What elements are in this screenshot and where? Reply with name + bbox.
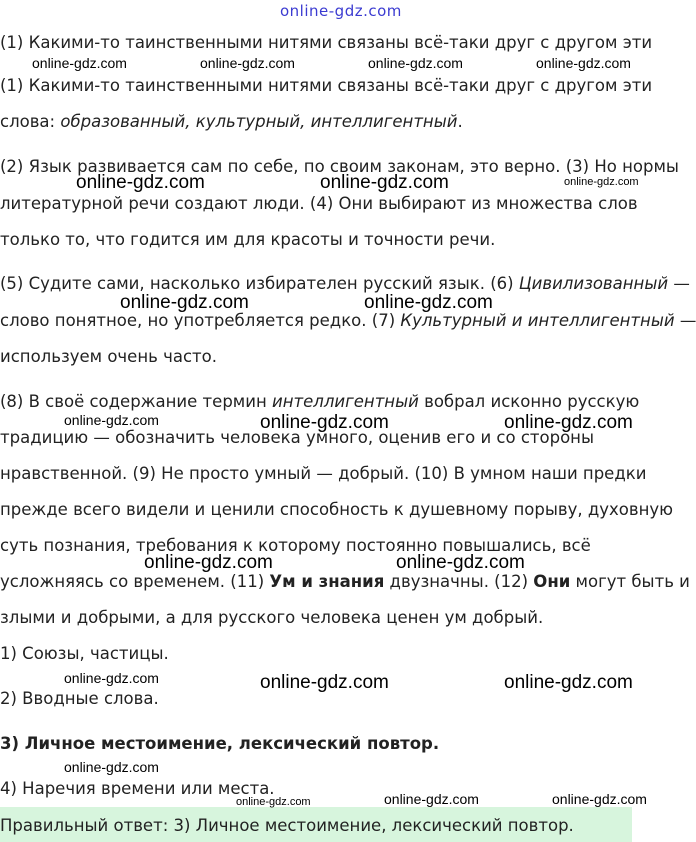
watermark: online-gdz.com (504, 412, 633, 433)
sentence-line-15: усложняясь со временем. (11) Ум и знания двузначны. (12) Они могут быть и (0, 572, 690, 591)
sentence-line-7: (5) Судите сами, насколько избирателен русский язык. (6) Цивилизованный — (0, 274, 690, 293)
option-4: 4) Наречия времени или места. (0, 779, 275, 798)
watermark: online-gdz.com (32, 55, 127, 71)
site-logo: online-gdz.com (280, 2, 402, 20)
sentence-line-3: слова: образованный, культурный, интеллигентный. (0, 112, 463, 131)
watermark: online-gdz.com (64, 670, 159, 686)
watermark: online-gdz.com (368, 55, 463, 71)
sentence-line-4: (2) Язык развивается сам по себе, по своим законам, это верно. (3) Но нормы (0, 157, 679, 176)
correct-answer: Правильный ответ: 3) Личное местоимение, лексический повтор. (0, 816, 574, 835)
watermark: online-gdz.com (396, 552, 525, 573)
sentence-line-9: используем очень часто. (0, 347, 217, 366)
watermark: online-gdz.com (384, 791, 479, 807)
watermark: online-gdz.com (120, 292, 249, 313)
sentence-line-2: (1) Какими-то таинственными нитями связаны всё-таки друг с другом эти (0, 76, 653, 95)
sentence-line-16: злыми и добрыми, а для русского человека ценен ум добрый. (0, 608, 544, 627)
sentence-line-12: нравственной. (9) Не просто умный — добрый. (10) В умном наши предки (0, 464, 647, 483)
watermark: online-gdz.com (320, 172, 449, 193)
sentence-line-11: традицию — обозначить человека умного, оценив его и со стороны (0, 428, 594, 447)
watermark: online-gdz.com (260, 412, 389, 433)
option-2: 2) Вводные слова. (0, 689, 159, 708)
watermark: online-gdz.com (200, 55, 295, 71)
option-1: 1) Союзы, частицы. (0, 644, 169, 663)
watermark: online-gdz.com (504, 672, 633, 693)
watermark: online-gdz.com (64, 412, 159, 428)
watermark: online-gdz.com (64, 759, 159, 775)
watermark: online-gdz.com (76, 172, 205, 193)
sentence-line-10: (8) В своё содержание термин интеллигентный вобрал исконно русскую (0, 392, 640, 411)
watermark: online-gdz.com (236, 796, 311, 808)
sentence-line-8: слово понятное, но употребляется редко. (7) Культурный и интеллигентный — (0, 311, 696, 330)
watermark: online-gdz.com (564, 176, 639, 188)
sentence-line-6: только то, что годится им для красоты и точности речи. (0, 230, 496, 249)
watermark: online-gdz.com (144, 552, 273, 573)
watermark: online-gdz.com (536, 55, 631, 71)
sentence-line-5: литературной речи создают люди. (4) Они выбирают из множества слов (0, 194, 638, 213)
sentence-line-14: суть познания, требования к которому постоянно повышались, всё (0, 536, 591, 555)
option-3: 3) Личное местоимение, лексический повтор. (0, 734, 440, 753)
watermark: online-gdz.com (364, 292, 493, 313)
watermark: online-gdz.com (552, 791, 647, 807)
sentence-line-13: прежде всего видели и ценили способность к душевному порыву, духовную (0, 500, 674, 519)
watermark: online-gdz.com (260, 672, 389, 693)
sentence-line-1: (1) Какими-то таинственными нитями связаны всё-таки друг с другом эти (0, 33, 653, 52)
